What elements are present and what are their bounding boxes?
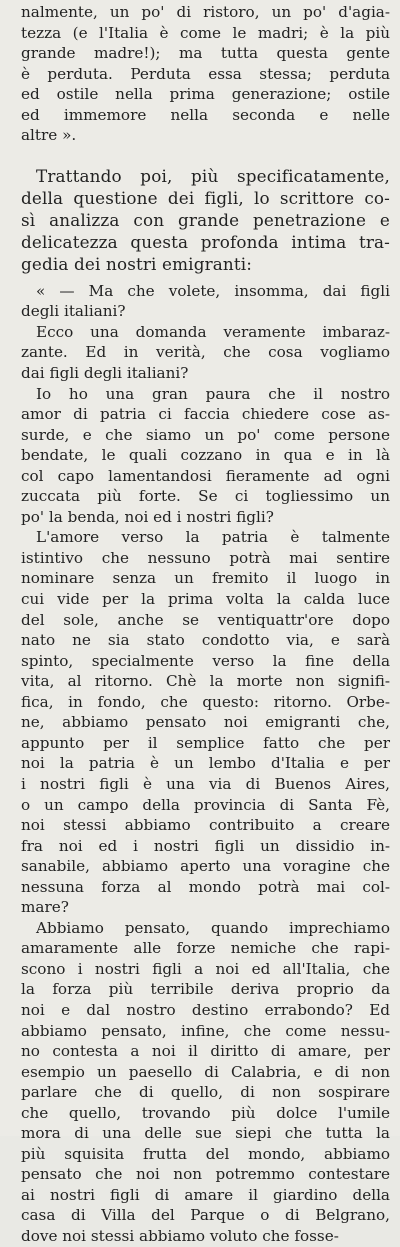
- text-line: nominare senza un fremito il luogo in: [21, 569, 390, 588]
- text-line: bendate, le quali cozzano in qua e in là: [21, 446, 390, 465]
- text-line: noi stessi abbiamo contribuito a creare: [21, 816, 390, 835]
- text-line: degli italiani?: [21, 302, 126, 321]
- text-line: della questione dei figli, lo scrittore co-: [21, 187, 390, 208]
- text-line: grande madre!); ma tutta questa gente: [21, 44, 390, 63]
- body-paragraph: [21, 527, 390, 917]
- text-line: Trattando poi, più specificatamente,: [36, 165, 390, 186]
- text-line: o un campo della provincia di Santa Fè,: [21, 795, 390, 814]
- text-line: del sole, anche se ventiquattr'ore dopo: [21, 610, 390, 629]
- text-line: amaramente alle forze nemiche che rapi-: [21, 939, 390, 958]
- text-line: la forza più terribile deriva proprio da: [21, 980, 390, 999]
- text-line: i nostri figli è una via di Buenos Aires,: [21, 774, 390, 793]
- text-line: gedia dei nostri emigranti:: [21, 253, 253, 274]
- text-line: zante. Ed in verità, che cosa vogliamo: [21, 343, 390, 362]
- text-line: zuccata più forte. Se ci togliessimo un: [21, 487, 390, 506]
- text-line: sì analizza con grande penetrazione e: [21, 209, 390, 230]
- text-line: ed ostile nella prima generazione; ostile: [21, 85, 390, 104]
- text-line: mare?: [21, 898, 69, 917]
- text-line: mora di una delle sue siepi che tutta la: [21, 1124, 390, 1143]
- text-line: casa di Villa del Parque o di Belgrano,: [21, 1206, 390, 1225]
- text-line: ne, abbiamo pensato noi emigranti che,: [21, 713, 390, 732]
- text-line: surde, e che siamo un po' come persone: [21, 425, 390, 444]
- text-line: nato ne sia stato condotto via, e sarà: [21, 631, 390, 650]
- text-line: ai nostri figli di amare il giardino della: [21, 1185, 390, 1204]
- body-paragraph: [21, 918, 390, 1247]
- text-line: più squisita frutta del mondo, abbiamo: [21, 1144, 390, 1163]
- quote-opening-paragraph: [21, 281, 390, 322]
- text-line: fra noi ed i nostri figli un dissidio in-: [21, 836, 390, 855]
- text-line: po' la benda, noi ed i nostri figli?: [21, 507, 274, 526]
- text-line: sanabile, abbiamo aperto una voragine che: [21, 857, 390, 876]
- text-line: ed immemore nella seconda e nelle: [21, 105, 390, 124]
- text-line: delicatezza questa profonda intima tra-: [21, 231, 390, 252]
- text-line: abbiamo pensato, infine, che come nessu-: [21, 1021, 390, 1040]
- text-line: Ecco una domanda veramente imbaraz-: [36, 322, 390, 341]
- text-line: parlare che di quello, di non sospirare: [21, 1083, 390, 1102]
- text-line: pensato che noi non potremmo contestare: [21, 1165, 390, 1184]
- body-paragraph: [21, 322, 390, 384]
- text-line: cui vide per la prima volta la calda luce: [21, 590, 390, 609]
- text-line: vita, al ritorno. Chè la morte non signifi-: [21, 672, 390, 691]
- text-line: tezza (e l'Italia è come le madri; è la più: [21, 23, 390, 42]
- text-line: è perduta. Perduta essa stessa; perduta: [21, 64, 390, 83]
- text-line: « — Ma che volete, insomma, dai figli: [36, 281, 390, 300]
- text-line: Abbiamo pensato, quando imprechiamo: [36, 918, 390, 937]
- text-line: esempio un paesello di Calabria, e di non: [21, 1062, 390, 1081]
- text-line: istintivo che nessuno potrà mai sentire: [21, 548, 390, 567]
- text-line: nalmente, un po' di ristoro, un po' d'agia-: [21, 3, 390, 21]
- text-line: col capo lamentandosi fieramente ad ogni: [21, 466, 390, 485]
- text-line: spinto, specialmente verso la fine della: [21, 651, 390, 670]
- text-line: dove noi stessi abbiamo voluto che fosse-: [21, 1226, 339, 1245]
- text-line: amor di patria ci faccia chiedere cose as-: [21, 405, 390, 424]
- text-line: che quello, trovando più dolce l'umile: [21, 1103, 390, 1122]
- text-line: appunto per il semplice fatto che per: [21, 733, 390, 752]
- lead-paragraph: [21, 165, 390, 275]
- text-line: scono i nostri figli a noi ed all'Italia, che: [21, 959, 390, 978]
- text-line: nessuna forza al mondo potrà mai col-: [21, 877, 390, 896]
- text-line: fica, in fondo, che questo: ritorno. Orbe-: [21, 692, 390, 711]
- continuation-paragraph: [21, 2, 390, 146]
- text-line: noi la patria è un lembo d'Italia e per: [21, 754, 390, 773]
- text-line: noi e dal nostro destino errabondo? Ed: [21, 1000, 390, 1019]
- text-line: dai figli degli italiani?: [21, 364, 189, 383]
- body-paragraph: [21, 384, 390, 528]
- text-line: Io ho una gran paura che il nostro: [36, 384, 390, 403]
- text-line: no contesta a noi il diritto di amare, per: [21, 1042, 390, 1061]
- article-body: [21, 2, 390, 1247]
- text-line: L'amore verso la patria è talmente: [36, 528, 390, 547]
- text-line: altre ».: [21, 126, 77, 145]
